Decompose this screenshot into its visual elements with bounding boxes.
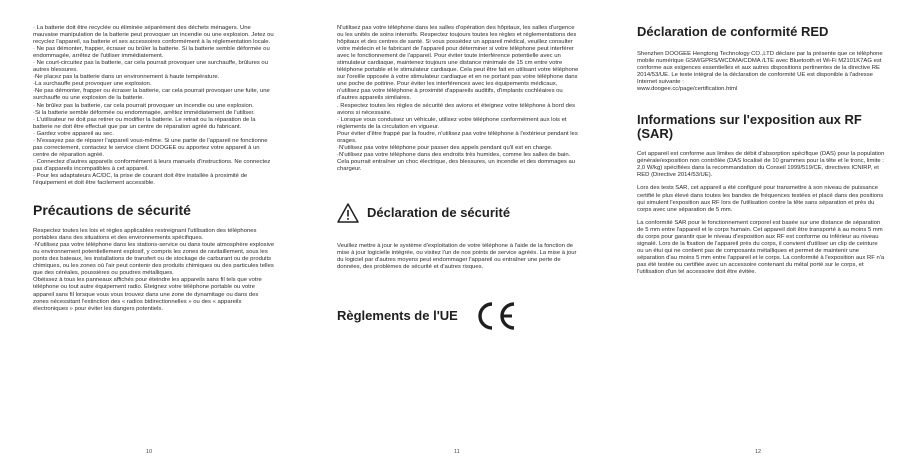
page-12: [609, 0, 914, 467]
hospital-safety-text: N'utilisez pas votre téléphone dans les salles d'opération des hôpitaux, les salles d'urgence ou les unités de soins intensifs. Respectez toujours toutes les règles et réglementations des hôpitaux et des centres de santé. Si vous possédez un appareil médical, veuillez consulter votre médecin et le fabricant de l'appareil pour déterminer si votre téléphone peut interférer avec le fonctionnement de l'appareil. Pour éviter toute interférence potentielle avec un stimulateur cardiaque, maintenez toujours une distance minimale de 15 cm entre votre téléphone portable et le stimulateur cardiaque. Cela peut être fait en utilisant votre téléphone sur l'oreille opposée à votre stimulateur cardiaque et en ne portant pas votre téléphone dans une poche de poitrine. Pour éviter les interférences avec les équipements médicaux, n'utilisez pas votre téléphone à proximité d'appareils auditifs, d'implants cochléaires ou d'autres appareils similaires. . Respectez toutes les règles de sécurité des avions et éteignez votre téléphone à bord des avions si nécessaire. · Lorsque vous conduisez un véhicule, utilisez votre téléphone conformément aux lois et règlements de la circulation en vigueur. Pour éviter d'être frappé par la foudre, n'utilisez pas votre téléphone à l'extérieur pendant les orages. ·N'utilisez pas votre téléphone pour passer des appels pendant qu'il est en charge. ·N'utilisez pas votre téléphone dans des endroits très humides, comme les salles de bain. Cela pourrait entraîner un choc électrique, des blessures, un incendie et des dommages au chargeur.: [337, 25, 579, 172]
warning-triangle-icon: [337, 203, 359, 223]
rf-exposure-title: Informations sur l'exposition aux RF (SAR): [637, 112, 862, 142]
rf-exposure-text-3: La conformité SAR pour le fonctionnement corporel est basée sur une distance de séparation de 5 mm entre l'appareil et le corps humain. Cet appareil doit être transporté à au moins 5 mm du corps pour garantir que le niveau d'exposition aux RF est conforme ou inférieur au niveau signalé. Lors de la fixation de l'appareil près du corps, il convient d'utiliser un clip de ceinture ou un étui qui ne contient pas de composants métalliques et permet de maintenir une séparation d'au moins 5 mm entre l'appareil et le corps. La conformité à l'exposition aux RF n'a pas été testée ou certifiée avec un accessoire contenant du métal porté sur le corps, et l'utilisation d'un tel accessoire doit être évitée.: [637, 219, 885, 275]
battery-instructions: · La batterie doit être recyclée ou éliminée séparément des déchets ménagers. Une mauvaise manipulation de la batterie peut provoquer un incendie ou une explosion. Jetez ou recyclez l'appareil, sa batterie et ses accessoires conformément à la réglementation locale. · Ne pas démonter, frapper, écraser ou brûler la batterie. Si la batterie semble déformée ou endommagée, arrêtez de l'utiliser immédiatement. · Ne court-circuitez pas la batterie, car cela pourrait provoquer une surchauffe, brûlures ou autres blessures. ·Ne placez pas la batterie dans un environnement à haute température. ·La surchauffe peut provoquer une explosion. ·Ne pas démonter, frapper ou écraser la batterie, car cela pourrait provoquer une fuite, une surchauffe ou une explosion de la batterie. · Ne brûlez pas la batterie, car cela pourrait provoquer un incendie ou une explosion. ·Si la batterie semble déformée ou endommagée, arrêtez immédiatement de l'utiliser. · L'utilisateur ne doit pas retirer ou modifier la batterie. Le retrait ou la réparation de la batterie ne doit être effectué que par un centre de réparation agréé du fabricant. · Gardez votre appareil au sec. · N'essayez pas de réparer l'appareil vous-même. Si une partie de l'appareil ne fonctionne pas correctement, contactez le service client DOOGEE ou apportez votre appareil à un centre de réparation agréé. · Connectez d'autres appareils conformément à leurs manuels d'instructions. Ne connectez pas d'appareils incompatibles à cet appareil. · Pour les adaptateurs AC/DC, la prise de courant doit être installée à proximité de l'équipement et doit être facilement accessible.: [33, 25, 274, 187]
safety-declaration-text: Veuillez mettre à jour le système d'exploitation de votre téléphone à l'aide de la fonction de mise à jour logicielle intégrée, ou visitez l'un de nos points de service agréés. La mise à jour du logiciel par d'autres moyens peut endommager l'appareil ou entraîner une perte de données, des problèmes de sécurité et d'autres risques.: [337, 242, 577, 271]
safety-declaration-heading: [337, 203, 579, 223]
page-12-content: [637, 25, 885, 276]
page-10: [0, 0, 304, 467]
safety-precautions-title: Précautions de sécurité: [33, 202, 191, 219]
ce-mark-icon: [472, 301, 518, 331]
page-10-content: [33, 25, 275, 313]
eu-regulations-heading: [337, 301, 579, 331]
rf-exposure-text-1: Cet appareil est conforme aux limites de débit d'absorption spécifique (DAS) pour la population générale/exposition non contrôlée (DAS localisé de 10 grammes pour la tête et le tronc, limite : 2,0 W/kg) spécifiées dans la recommandation du Conseil 1999/519/CE, directives ICNIRP, et RED (Directive 2014/53/UE).: [637, 151, 885, 179]
conformity-declaration-title: Déclaration de conformité RED: [637, 24, 829, 39]
page-11-content: [337, 25, 579, 331]
page-11: [304, 0, 609, 467]
safety-declaration-title: Déclaration de sécurité: [367, 204, 511, 220]
page-number: 10: [146, 449, 153, 455]
page-number: 12: [755, 449, 762, 455]
eu-regulations-title: Règlements de l'UE: [337, 308, 458, 324]
page-number: 11: [454, 449, 460, 455]
rf-exposure-text-2: Lors des tests SAR, cet appareil a été configuré pour transmettre à son niveau de puissance certifié le plus élevé dans toutes les bandes de fréquences testées et placé dans des positions qui simulent l'exposition aux RF lors de l'utilisation contre la tête sans séparation et près du corps avec une séparation de 5 mm.: [637, 185, 884, 213]
safety-precautions-text: Respectez toutes les lois et règles applicables restreignant l'utilisation des téléphones portables dans des situations et des environnements spécifiques. ·N'utilisez pas votre téléphone dans les stations-service ou dans toute atmosphère explosive ou environnement potentiellement explosif, y compris les zones de ravitaillement, sous les ponts des bateaux, les installations de transfert ou de stockage de carburant ou de produits chimiques, ou les zones où l'air peut contenir des produits chimiques ou des particules telles que des céréales, poussières ou poudres métalliques. Obéissez à tous les panneaux affichés pour éteindre les appareils sans fil tels que votre téléphone ou tout autre équipement radio. Éteignez votre téléphone portable ou votre appareil sans fil lorsque vous vous trouvez dans une zone de dynamitage ou dans des zones nécessitant l'extinction des « radios bidirectionnelles » ou des « appareils électroniques » pour éviter les dangers potentiels.: [33, 228, 275, 312]
conformity-declaration-text: Shenzhen DOOGEE Hengtong Technology CO.,LTD déclare par la présente que ce téléphone mobile numérique GSM/GPRS/WCDMA/CDMA /LTE avec Bluetooth et Wi-Fi M2101K7AG est conforme aux exigences essentielles et aux autres dispositions pertinentes de la directive RE 2014/53/UE. Le texte intégral de la déclaration de conformité UE est disponible à l'adresse Internet suivante : www.doogee.cc/page/certification.html: [637, 51, 883, 93]
